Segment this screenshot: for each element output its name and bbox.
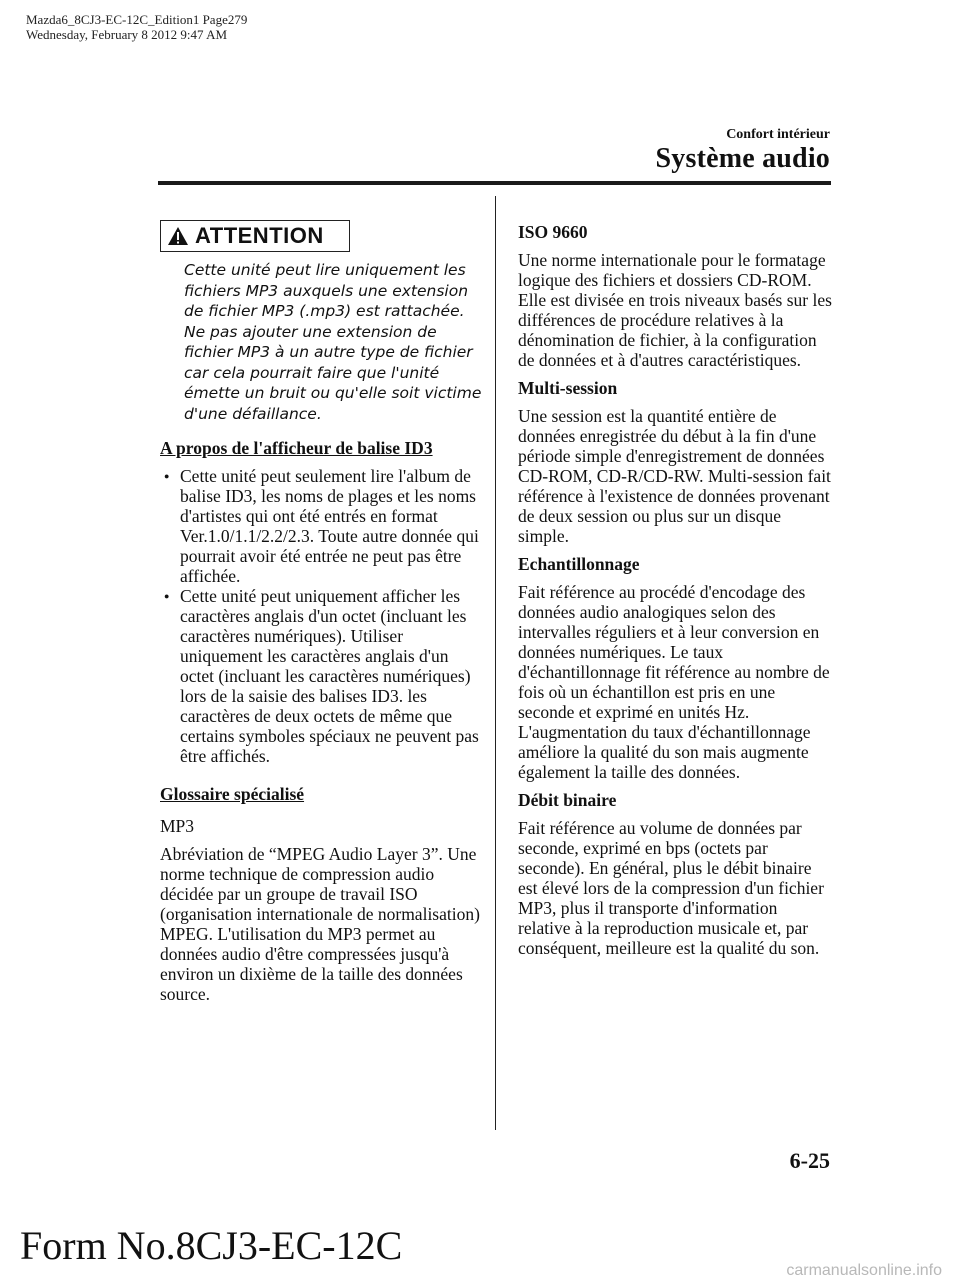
bullet-dot: ● [164, 471, 170, 481]
attention-label: ATTENTION [195, 223, 324, 248]
glossary-term-bitrate: Débit binaire [518, 790, 617, 810]
page-number: 6-25 [789, 1148, 830, 1173]
glossary-def-sampling: Fait référence au procédé d'encodage des données audio analogiques selon des intervalles réguliers et à leur conversion en données numériques. Le taux d'échantillonnage fit référence au nombre de fois où un échantillon est pris en une seconde et exprimé en unités Hz. L'augmentation du taux d'échantillonnage améliore la qualité du son mais augmente également la taille des données. [518, 582, 830, 782]
right-column [518, 222, 833, 966]
glossary-def-multi-session: Une session est la quantité entière de données enregistrée du début à la fin d'une période simple d'enregistrement de données CD-ROM, CD-R/CD-RW. Multi-session fait référence à l'existence de données provenant de deux session ou plus sur un disque simple. [518, 406, 831, 546]
list-item [160, 466, 480, 586]
header-rule [158, 181, 831, 185]
glossary-def-bitrate: Fait référence au volume de données par seconde, exprimé en bps (octets par seconde). En général, plus le débit binaire est élevé lors de la compression d'un fichier MP3, plus il transporte d'information relative à la reproduction musicale et, par conséquent, meilleure est la qualité du son. [518, 818, 824, 958]
id3-bullet-1: Cette unité peut seulement lire l'album de balise ID3, les noms de plages et les noms d'artistes qui ont été entrés en format Ver.1.0/1.1/2.2/2.3. Toute autre donnée qui pourrait avoir été entrée ne peut pas être affichée. [180, 466, 479, 586]
print-metadata [26, 12, 247, 42]
glossary-term-sampling: Echantillonnage [518, 554, 640, 574]
list-item [160, 586, 480, 766]
section-name: Confort intérieur [726, 127, 830, 142]
id3-bullet-list [160, 466, 480, 766]
attention-text: Cette unité peut lire uniquement les fichiers MP3 auxquels une extension de fichier MP3 (.mp3) est rattachée. Ne pas ajouter une extension de fichier MP3 à un autre type de fichier car cela pourrait faire que l'unité émette un bruit ou qu'elle soit victime d'une défaillance. [184, 261, 482, 423]
page-title: Système audio [655, 143, 830, 174]
warning-triangle-icon [167, 226, 189, 246]
watermark: carmanualsonline.info [786, 1262, 942, 1279]
glossary-term-iso: ISO 9660 [518, 222, 588, 242]
glossary-term-multi-session: Multi-session [518, 378, 618, 398]
column-divider [495, 196, 496, 1130]
bullet-dot: ● [164, 591, 170, 601]
print-metadata-line-1: Mazda6_8CJ3-EC-12C_Edition1 Page279 [26, 12, 248, 27]
glossary-def-iso: Une norme internationale pour le formatage logique des fichiers et dossiers CD-ROM. Elle est divisée en trois niveaux basés sur les différences de procédure relatives à la dénomination de fichier, à la configuration de données et à d'autres caractéristiques. [518, 250, 832, 370]
id3-heading: A propos de l'afficheur de balise ID3 [160, 438, 433, 458]
form-number: Form No.8CJ3-EC-12C [20, 1223, 403, 1268]
print-metadata-line-2: Wednesday, February 8 2012 9:47 AM [26, 27, 228, 42]
attention-box [160, 220, 350, 252]
glossary-heading: Glossaire spécialisé [160, 784, 305, 804]
glossary-def-mp3: Abréviation de “MPEG Audio Layer 3”. Une norme technique de compression audio décidée par un groupe de travail ISO (organisation internationale de normalisation) MPEG. L'utilisation du MP3 permet au données audio d'être compressées jusqu'à environ un dixième de la taille des données source. [160, 844, 480, 1004]
glossary-term-mp3: MP3 [160, 816, 195, 836]
id3-bullet-2: Cette unité peut uniquement afficher les caractères anglais d'un octet (incluant les caractères numériques). Utiliser uniquement les caractères anglais d'un octet (incluant les caractères numériques) lors de la saisie des balises ID3. les caractères de deux octets de même que certains symboles spéciaux ne peuvent pas être affichés. [180, 586, 479, 766]
left-column [160, 220, 480, 1012]
